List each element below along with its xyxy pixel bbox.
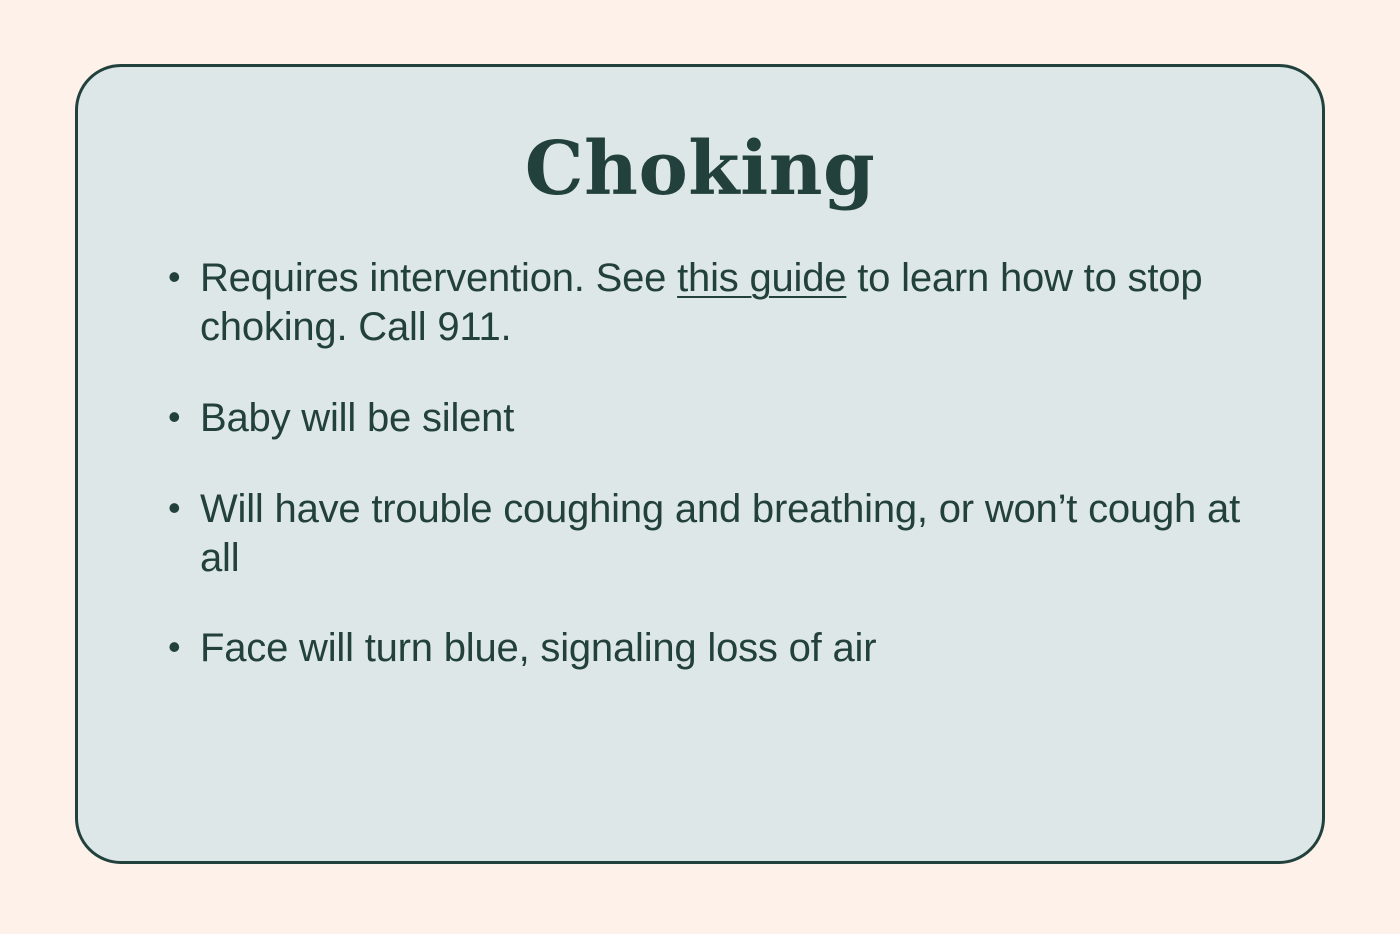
info-card <box>75 64 1325 864</box>
list-item-text: Will have trouble coughing and breathing, or won’t cough at all <box>200 486 1240 580</box>
bullet-icon: • <box>168 395 181 437</box>
list-item-text <box>200 254 1260 352</box>
list-item <box>138 624 1262 673</box>
this-guide-link[interactable]: this guide <box>677 256 847 301</box>
list-item-text: Face will turn blue, signaling loss of air <box>200 626 877 671</box>
list-item-text-after: to learn how to stop choking. Call 911. <box>200 256 1203 350</box>
list-item-text: Baby will be silent <box>200 395 515 440</box>
bullet-icon: • <box>168 256 181 298</box>
list-item-text-before: Requires intervention. See <box>200 256 678 301</box>
list-item <box>138 485 1262 583</box>
page-title: Choking <box>524 126 876 212</box>
list-item <box>138 254 1262 352</box>
symptom-list <box>138 254 1262 673</box>
bullet-icon: • <box>168 486 181 528</box>
list-item <box>138 394 1262 443</box>
bullet-icon: • <box>168 626 181 668</box>
